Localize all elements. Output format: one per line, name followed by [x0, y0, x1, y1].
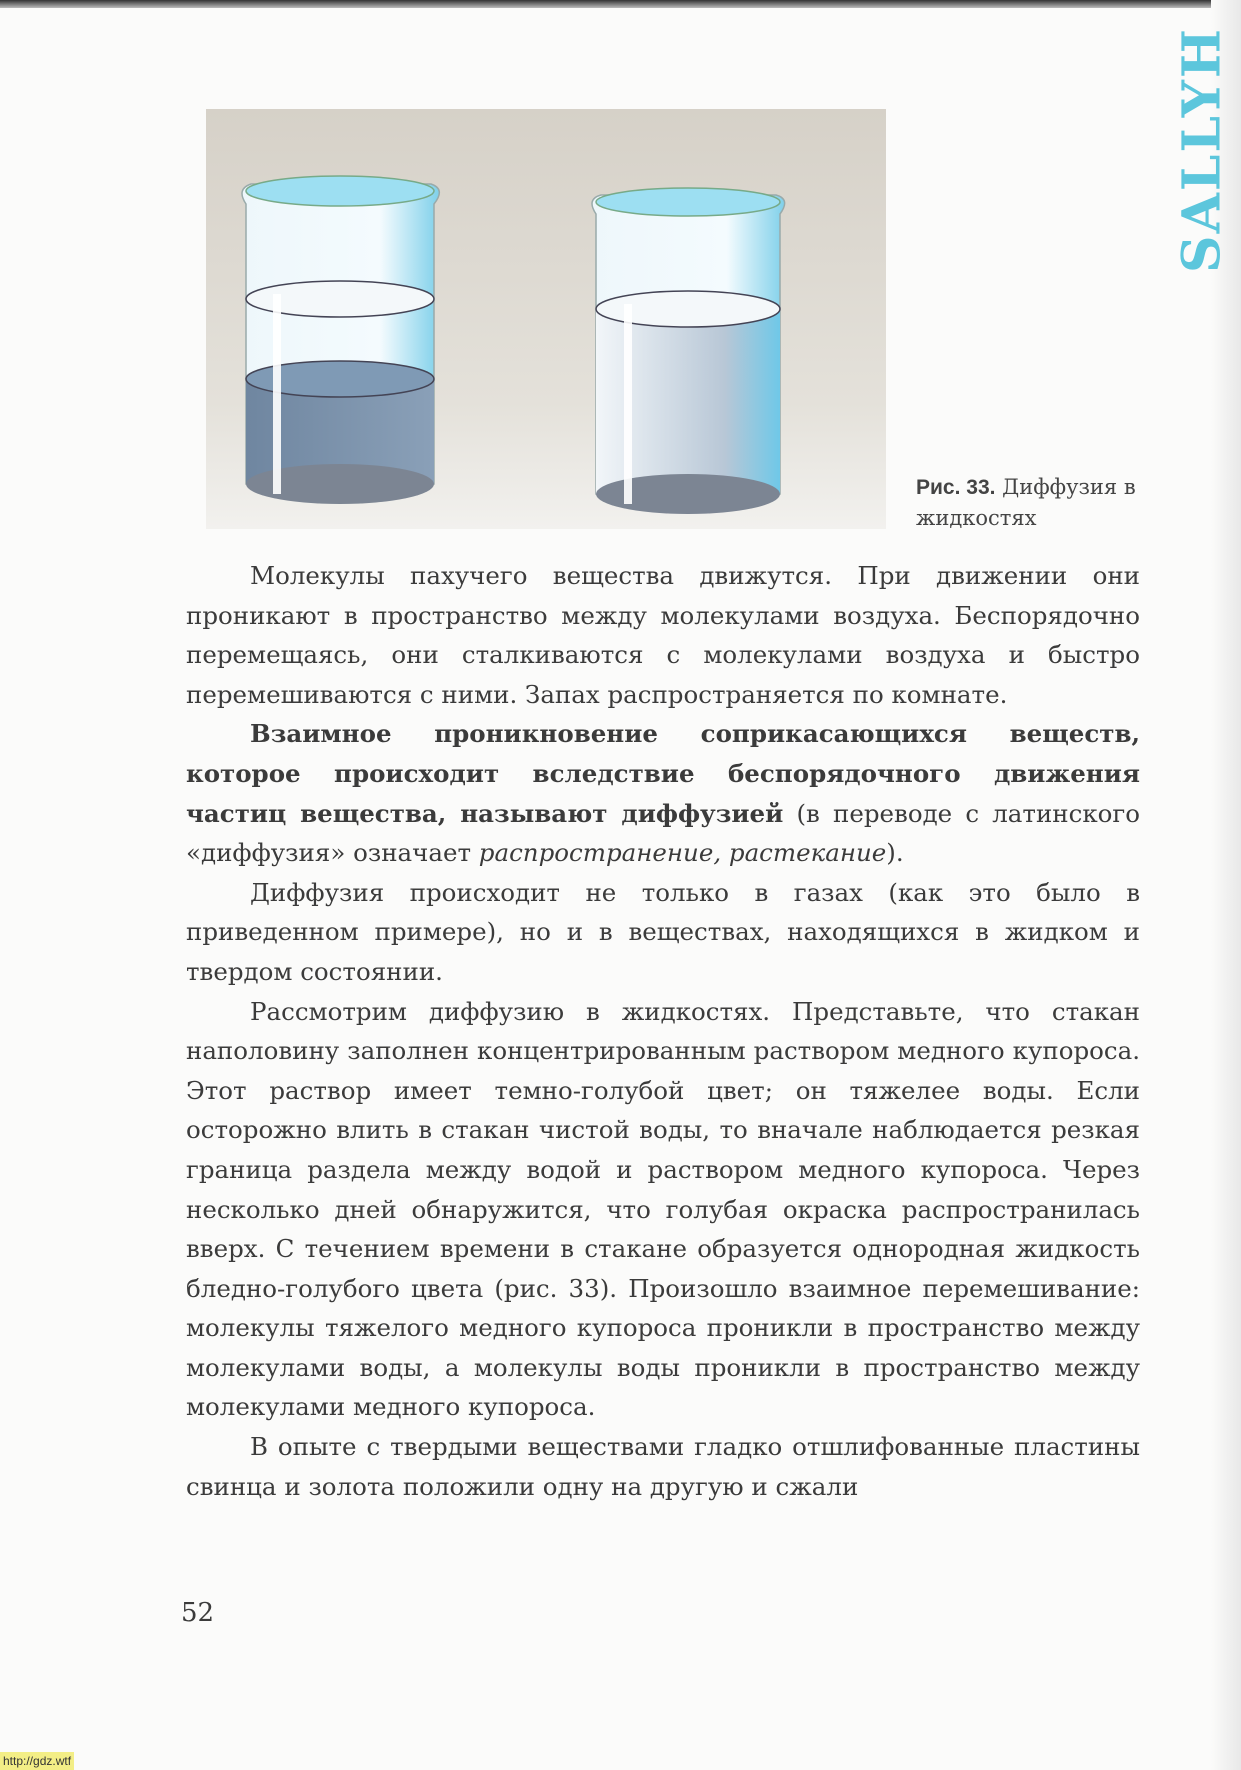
mixed-solution-layer: [596, 309, 780, 494]
beaker-right: [592, 188, 785, 514]
figure-label: Рис. 33.: [916, 476, 996, 499]
paragraph-definition: [186, 714, 1140, 872]
figure-caption: [916, 472, 1146, 534]
paragraph: В опыте с твердыми веществами гладко отшлифованные пластины свинца и золота положили одну на другую и сжали: [186, 1432, 1140, 1501]
figure-diffusion-beakers: [206, 109, 886, 529]
paragraph: Молекулы пахучего вещества движутся. При движении они проникают в пространство между молекулами воздуха. Беспорядочно перемещаясь, они сталкиваются с молекулами воздуха и быстро перемешиваются с ними. Запах распространяется по комнате.: [186, 561, 1140, 709]
watermark-text: SALLYH: [1171, 27, 1233, 273]
definition-end: ).: [886, 838, 904, 868]
beakers-illustration: [206, 109, 886, 529]
paragraph: Рассмотрим диффузию в жидкостях. Представьте, что стакан наполовину заполнен концентрированным раствором медного купороса. Этот раствор имеет темно-голубой цвет; он тяжелее воды. Если осторожно влить в стакан чистой воды, то вначале наблюдается резкая граница раздела между водой и раствором медного купороса. Через несколько дней обнаружится, что голубая окраска распространилась вверх. С течением времени в стакане образуется однородная жидкость бледно-голубого цвета (рис. 33). Произошло взаимное перемешивание: молекулы тяжелого медного купороса проникли в пространство между молекулами воды, а молекулы воды проникли в пространство между молекулами медного купороса.: [186, 996, 1140, 1422]
page-number: 52: [181, 1598, 215, 1628]
watermark-logo: [1172, 20, 1232, 280]
definition-note: (в переводе с латинского «диффузия» означает: [186, 798, 1140, 868]
figure-caption-text: Диффузия в жидкостях: [916, 475, 1136, 530]
beaker-left: [242, 176, 439, 504]
definition-bold: Взаимное проникновение соприкасающихся веществ, которое происходит вследствие беспорядочного движения частиц вещества, называют диффузией: [186, 719, 1140, 828]
definition-italic: распространение, растекание: [478, 838, 887, 868]
scan-edge: [0, 0, 1241, 8]
paragraph: Диффузия происходит не только в газах (как это было в приведенном примере), но и в веществах, находящихся в жидком и твердом состоянии.: [186, 877, 1140, 986]
site-link[interactable]: http://gdz.wtf: [0, 1752, 74, 1770]
body-text: [186, 556, 1140, 1506]
